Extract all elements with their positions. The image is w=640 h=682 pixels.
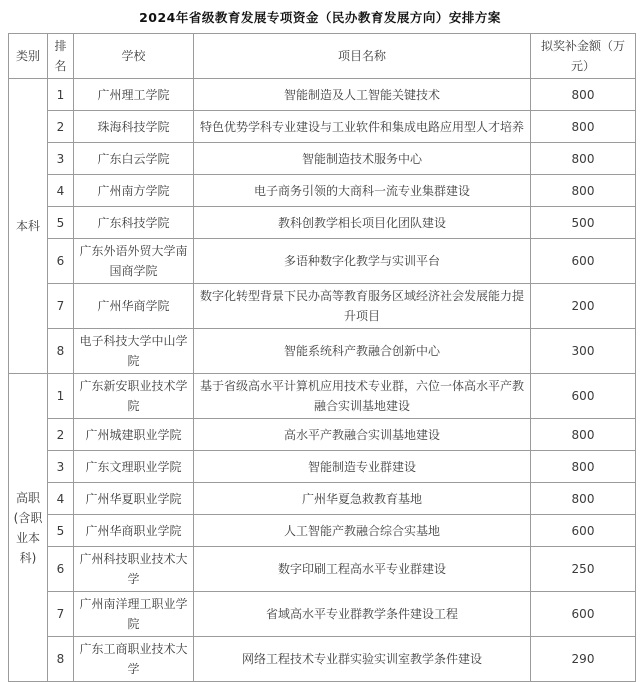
table-row [9, 111, 636, 143]
amount-cell: 290 [531, 637, 636, 682]
amount-cell: 300 [531, 329, 636, 374]
table-header [9, 34, 636, 79]
rank-cell: 4 [48, 175, 74, 207]
project-cell: 数字印刷工程高水平专业群建设 [194, 547, 531, 592]
category-cell: 本科 [9, 79, 48, 374]
amount-cell: 250 [531, 547, 636, 592]
rank-cell: 1 [48, 79, 74, 111]
school-cell: 广州科技职业技术大学 [74, 547, 194, 592]
rank-cell: 2 [48, 419, 74, 451]
rank-cell: 5 [48, 515, 74, 547]
table-row [9, 637, 636, 682]
amount-cell: 800 [531, 143, 636, 175]
table-row [9, 515, 636, 547]
header-school: 学校 [74, 34, 194, 79]
table-row [9, 175, 636, 207]
school-cell: 广东新安职业技术学院 [74, 374, 194, 419]
table-row [9, 79, 636, 111]
table-row [9, 592, 636, 637]
school-cell: 广东工商职业技术大学 [74, 637, 194, 682]
amount-cell: 800 [531, 451, 636, 483]
amount-cell: 600 [531, 239, 636, 284]
school-cell: 广州南方学院 [74, 175, 194, 207]
project-cell: 多语种数字化教学与实训平台 [194, 239, 531, 284]
rank-cell: 2 [48, 111, 74, 143]
school-cell: 广东外语外贸大学南国商学院 [74, 239, 194, 284]
project-cell: 智能制造专业群建设 [194, 451, 531, 483]
table-row [9, 451, 636, 483]
amount-cell: 800 [531, 175, 636, 207]
amount-cell: 500 [531, 207, 636, 239]
project-cell: 教科创教学相长项目化团队建设 [194, 207, 531, 239]
school-cell: 广东白云学院 [74, 143, 194, 175]
rank-cell: 3 [48, 143, 74, 175]
school-cell: 广州南洋理工职业学院 [74, 592, 194, 637]
project-cell: 基于省级高水平计算机应用技术专业群，六位一体高水平产教融合实训基地建设 [194, 374, 531, 419]
table-row [9, 374, 636, 419]
table-row [9, 547, 636, 592]
header-amount: 拟奖补金额（万元） [531, 34, 636, 79]
project-cell: 数字化转型背景下民办高等教育服务区域经济社会发展能力提升项目 [194, 284, 531, 329]
table-row [9, 207, 636, 239]
page-title: 2024年省级教育发展专项资金（民办教育发展方向）安排方案 [139, 10, 501, 25]
project-cell: 智能系统科产教融合创新中心 [194, 329, 531, 374]
amount-cell: 800 [531, 79, 636, 111]
rank-cell: 6 [48, 239, 74, 284]
table-row [9, 419, 636, 451]
amount-cell: 600 [531, 592, 636, 637]
rank-cell: 7 [48, 592, 74, 637]
project-cell: 广州华夏急救教育基地 [194, 483, 531, 515]
school-cell: 广州华商学院 [74, 284, 194, 329]
table-row [9, 284, 636, 329]
category-cell: 高职(含职业本科) [9, 374, 48, 682]
amount-cell: 600 [531, 515, 636, 547]
rank-cell: 6 [48, 547, 74, 592]
header-category: 类别 [9, 34, 48, 79]
rank-cell: 8 [48, 329, 74, 374]
project-cell: 省域高水平专业群教学条件建设工程 [194, 592, 531, 637]
amount-cell: 800 [531, 419, 636, 451]
table-header-row [9, 34, 636, 79]
school-cell: 电子科技大学中山学院 [74, 329, 194, 374]
project-cell: 网络工程技术专业群实验实训室教学条件建设 [194, 637, 531, 682]
amount-cell: 200 [531, 284, 636, 329]
school-cell: 广州城建职业学院 [74, 419, 194, 451]
project-cell: 智能制造技术服务中心 [194, 143, 531, 175]
rank-cell: 4 [48, 483, 74, 515]
table-row [9, 483, 636, 515]
school-cell: 珠海科技学院 [74, 111, 194, 143]
header-project: 项目名称 [194, 34, 531, 79]
rank-cell: 3 [48, 451, 74, 483]
amount-cell: 800 [531, 483, 636, 515]
project-cell: 智能制造及人工智能关键技术 [194, 79, 531, 111]
amount-cell: 800 [531, 111, 636, 143]
project-cell: 人工智能产教融合综合实基地 [194, 515, 531, 547]
project-cell: 高水平产教融合实训基地建设 [194, 419, 531, 451]
rank-cell: 7 [48, 284, 74, 329]
header-rank: 排名 [48, 34, 74, 79]
project-cell: 电子商务引领的大商科一流专业集群建设 [194, 175, 531, 207]
rank-cell: 1 [48, 374, 74, 419]
table-row [9, 143, 636, 175]
table-row [9, 329, 636, 374]
school-cell: 广州华商职业学院 [74, 515, 194, 547]
rank-cell: 5 [48, 207, 74, 239]
school-cell: 广东科技学院 [74, 207, 194, 239]
school-cell: 广东文理职业学院 [74, 451, 194, 483]
school-cell: 广州理工学院 [74, 79, 194, 111]
table-row [9, 239, 636, 284]
project-cell: 特色优势学科专业建设与工业软件和集成电路应用型人才培养 [194, 111, 531, 143]
table-body [9, 79, 636, 682]
school-cell: 广州华夏职业学院 [74, 483, 194, 515]
grant-allocation-table [8, 33, 636, 682]
amount-cell: 600 [531, 374, 636, 419]
rank-cell: 8 [48, 637, 74, 682]
